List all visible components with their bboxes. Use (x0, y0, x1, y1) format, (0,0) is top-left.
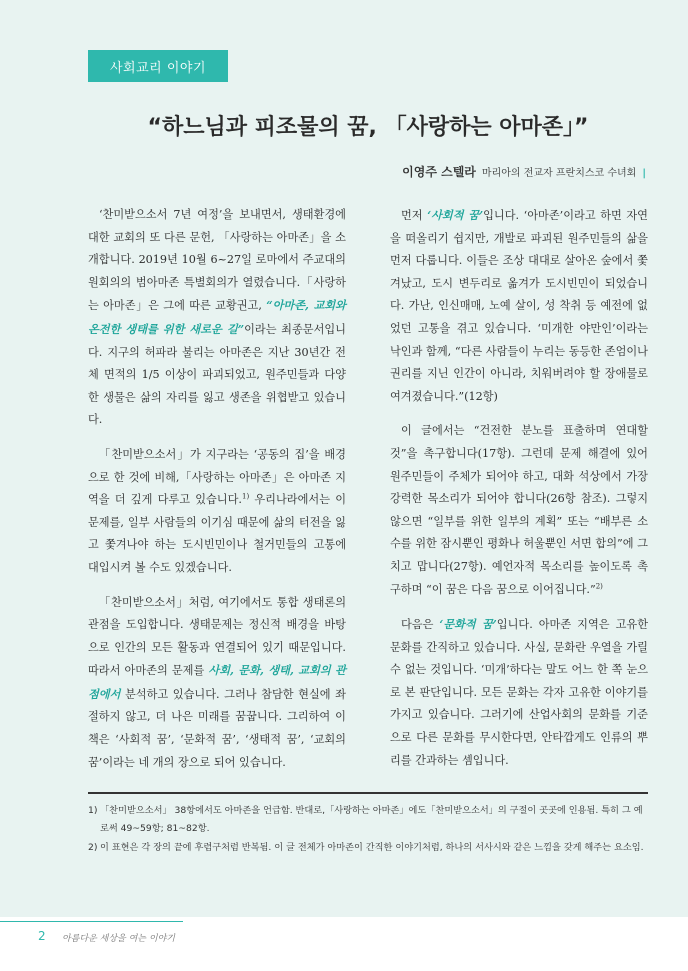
section-badge: 사회교리 이야기 (88, 50, 228, 82)
byline-bar: | (642, 168, 646, 179)
emphasis-text: ‘문화적 꿈’ (439, 617, 497, 632)
footnote (88, 839, 650, 857)
paragraph-text: 이라는 최종문서입니다. 지구의 허파라 불리는 아마존은 지난 30년간 전체 면적의 1/5 이상이 파괴되었고, 원주민들과 다양한 생물은 삶의 자리를 잃고 생존을 위협받고 있습니다. (88, 322, 346, 427)
footnote-ref: 2) (595, 581, 603, 590)
right-column (390, 204, 648, 784)
footnote-text: 「찬미받으소서」 38항에서도 아마존을 언급함. 반대로,「사랑하는 아마존」에도「찬미받으소서」의 구절이 곳곳에 인용됨. 특히 그 예로써 49~59항; 81~82항. (100, 805, 643, 834)
byline (402, 163, 646, 180)
footnote-divider (88, 792, 648, 794)
page-number: 2 (38, 929, 46, 943)
paragraph-text: 다음은 (401, 618, 440, 632)
emphasis-text: ‘사회적 꿈’ (427, 208, 484, 222)
paragraph (88, 204, 346, 432)
paragraph-text: 먼저 (401, 209, 428, 222)
paragraph (390, 420, 648, 601)
paragraph (390, 613, 648, 772)
paragraph (390, 204, 648, 408)
paragraph-text: 입니다. ‘아마존’이라고 하면 자연을 떠올리기 쉽지만, 개발로 파괴된 원주민들의 삶을 먼저 다룹니다. 이들은 조상 대대로 살아온 숲에서 쫓겨났고, 도시 변두리로 옮겨가 도시빈민이 되었습니다. 가난, 인신매매, 노예 살이, 성 착취 등 예전에 없었던 고통을 겪고 있습니다. ‘미개한 야만인’이라는 낙인과 함께, “다른 사람들이 누리는 동등한 존엄이나 권리를 지닌 인간이 아니라, 치워버려야 할 장애물로 여겨졌습니다.”(12항) (390, 209, 648, 403)
paragraph-text: ‘찬미받으소서 7년 여정’을 보내면서, 생태환경에 대한 교회의 또 다른 문헌, 「사랑하는 아마존」을 소개합니다. 2019년 10월 6~27일 로마에서 주교대의원회의의 범아마존 특별회의가 열렸습니다.「사랑하는 아마존」은 그에 따른 교황권고, (88, 208, 346, 313)
footnote-number: 2) (88, 842, 98, 853)
footnote-number: 1) (88, 805, 98, 816)
paragraph-text: 이 글에서는 “건전한 분노를 표출하며 연대할 것”을 촉구합니다(17항). 그런데 문제 해결에 있어 원주민들이 주체가 되어야 하고, 대화 석상에서 가장 강력한 목소리가 되어야 합니다(26항 참조). 그렇지 않으면 “일부를 위한 일부의 계획” 또는 “배부른 소수를 위한 잠시뿐인 평화나 허울뿐인 서면 합의”에 그치고 맙니다(27항). 예언자적 목소리를 높이도록 촉구하며 “이 꿈은 다음 꿈으로 이어집니다.” (390, 424, 648, 596)
author-name: 이영주 스텔라 (402, 165, 476, 179)
footnotes (88, 802, 650, 859)
left-column (88, 204, 346, 786)
paragraph-text: 분석하고 있습니다. 그러나 참담한 현실에 좌절하지 않고, 더 나은 미래를 꿈꿉니다. 그리하여 이 책은 ‘사회적 꿈’, ‘문화적 꿈’, ‘생태적 꿈’, ‘교회의 꿈’이라는 네 개의 장으로 되어 있습니다. (88, 687, 346, 769)
emphasis-text: “아마존, 교회와 온전한 생태를 위한 새로운 길” (88, 298, 346, 336)
footnote-text: 이 표현은 각 장의 끝에 후렴구처럼 반복됨. 이 글 전체가 아마존이 간직한 이야기처럼, 하나의 서사시와 같은 느낌을 갖게 해주는 요소임. (100, 842, 644, 853)
paragraph-text: 「찬미받으소서」가 지구라는 ‘공동의 집’을 배경으로 한 것에 비해,「사랑하는 아마존」은 아마존 지역을 더 깊게 다루고 있습니다. (88, 447, 346, 507)
footnote-ref: 1) (241, 492, 250, 501)
paragraph-text: 입니다. 아마존 지역은 고유한 문화를 간직하고 있습니다. 사실, 문화란 우열을 가릴 수 없는 것입니다. ‘미개’하다는 말도 어느 한 쪽 눈으로 본 판단입니다. 모든 문화는 각자 고유한 이야기를 가지고 있습니다. 그러기에 산업사회의 문화를 기준으로 다른 문화를 무시한다면, 안타깝게도 인류의 뿌리를 간과하는 셈입니다. (390, 618, 648, 767)
article-title: “하느님과 피조물의 꿈, 「사랑하는 아마존」” (147, 115, 589, 140)
footer-line (0, 921, 183, 922)
publication-name: 아름다운 세상을 여는 이야기 (62, 934, 175, 944)
footnote (88, 802, 650, 837)
paragraph-text: 우리나라에서는 이 문제를, 일부 사람들의 이기심 때문에 삶의 터전을 잃고 쫓겨나야 하는 도시빈민이나 철거민들의 고통에 대입시켜 볼 수도 있겠습니다. (88, 493, 346, 574)
author-affiliation: 마리아의 전교자 프란치스코 수녀회 (481, 168, 637, 179)
paragraph (88, 592, 346, 775)
paragraph (88, 444, 346, 580)
emphasis-text: 사회, 문화, 생태, 교회의 관점에서 (88, 663, 346, 701)
paragraph-text: 「찬미받으소서」처럼, 여기에서도 통합 생태론의 관점을 도입합니다. 생태문제는 정신적 배경을 바탕으로 인간의 모든 활동과 연결되어 있기 때문입니다. 따라서 아마존의 문제를 (88, 595, 346, 678)
